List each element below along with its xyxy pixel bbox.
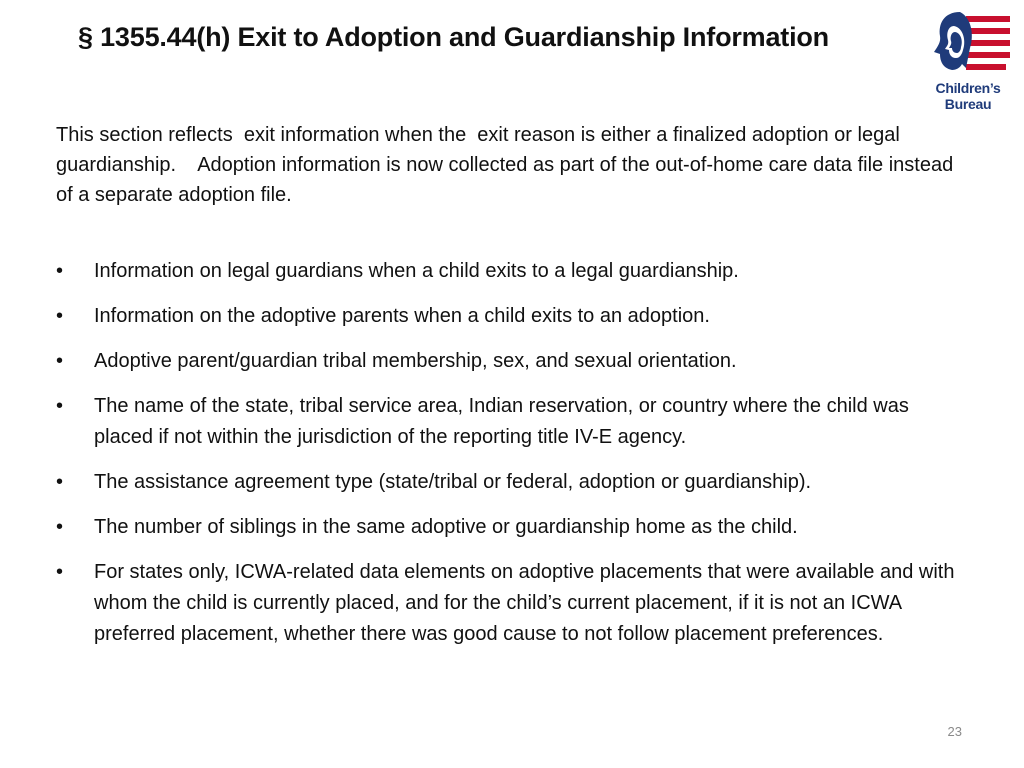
bullet-text: Information on the adoptive parents when a child exits to an adoption. xyxy=(94,305,710,327)
bullet-marker: • xyxy=(56,561,64,583)
bullet-marker: • xyxy=(56,350,64,372)
intro-paragraph: This section reflects exit information when the exit reason is either a finalized adoption or legal guardianship. Adoption information is now collected as part of the out-of-home care data file instead of a separate adoption file. xyxy=(56,124,959,206)
logo-text-line1: Children’s xyxy=(935,80,1001,96)
bullet-text: The assistance agreement type (state/tribal or federal, adoption or guardianship). xyxy=(94,471,812,493)
logo-text-line2: Bureau xyxy=(944,96,992,112)
bullet-text: For states only, ICWA-related data elements on adoptive placements that were available and with whom the child is currently placed, and for the child’s current placement, if it is not an ICWA preferred placement, whether there was good cause to not follow placement preferences. xyxy=(94,561,955,645)
bullet-marker: • xyxy=(56,395,64,417)
bullet-list xyxy=(56,256,966,664)
bullet-item-2 xyxy=(56,301,966,332)
slide-title: § 1355.44(h) Exit to Adoption and Guardianship Information xyxy=(78,22,829,52)
bullet-text: Information on legal guardians when a child exits to a legal guardianship. xyxy=(94,260,739,282)
bullet-item-6 xyxy=(56,512,966,543)
childrens-bureau-logo xyxy=(920,8,1016,118)
bullet-item-7 xyxy=(56,557,966,650)
logo-wordmark xyxy=(920,80,1016,112)
bullet-item-5 xyxy=(56,467,966,498)
page-number: 23 xyxy=(947,724,962,739)
bullet-marker: • xyxy=(56,471,64,493)
bullet-text: Adoptive parent/guardian tribal membership, sex, and sexual orientation. xyxy=(94,350,737,372)
bullet-text: The number of siblings in the same adoptive or guardianship home as the child. xyxy=(94,516,798,538)
bullet-marker: • xyxy=(56,516,64,538)
bullet-item-3 xyxy=(56,346,966,377)
bullet-marker: • xyxy=(56,305,64,327)
childrens-bureau-emblem-icon xyxy=(930,8,1010,84)
bullet-item-1 xyxy=(56,256,966,287)
bullet-item-4 xyxy=(56,391,966,453)
bullet-text: The name of the state, tribal service area, Indian reservation, or country where the child was placed if not within the jurisdiction of the reporting title IV-E agency. xyxy=(94,395,909,448)
bullet-marker: • xyxy=(56,260,64,282)
